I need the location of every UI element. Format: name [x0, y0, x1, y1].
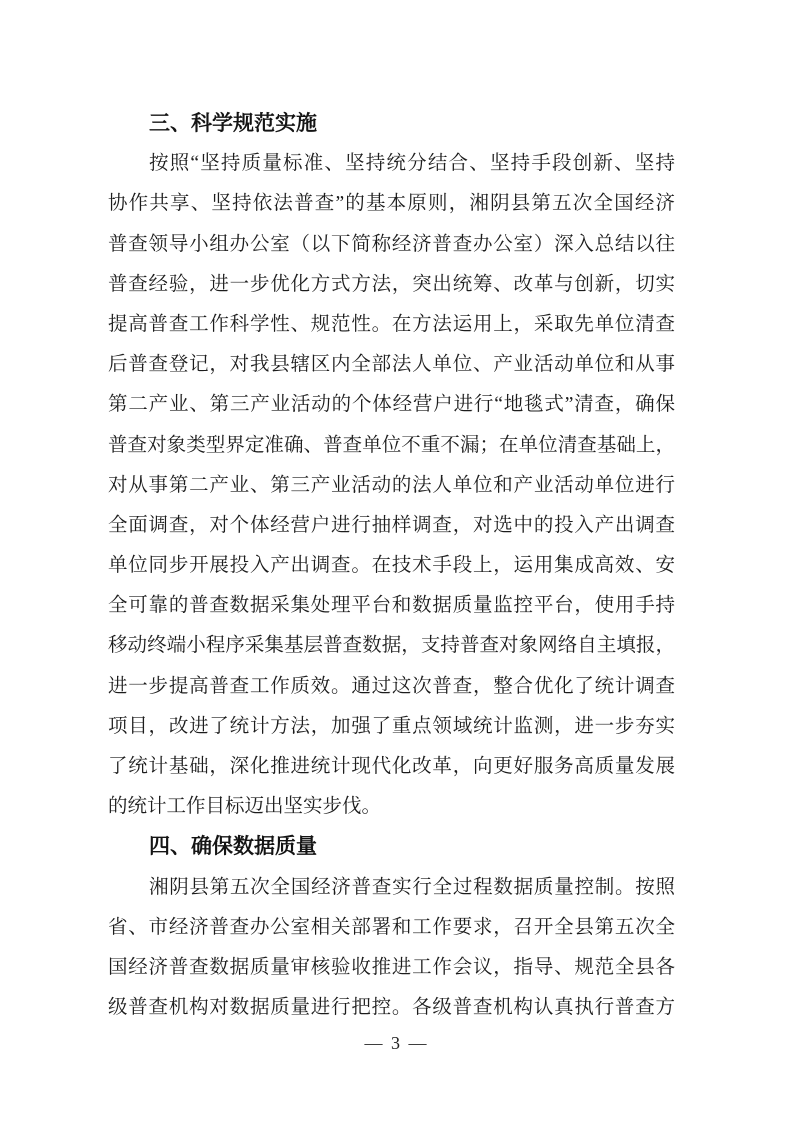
body-text-line: 的统计工作目标迈出坚实步伐。 [108, 796, 382, 818]
body-text-line: 提高普查工作科学性、规范性。在方法运用上，采取先单位清查 [108, 313, 675, 335]
body-text-line: 对从事第二产业、第三产业活动的法人单位和产业活动单位进行 [108, 474, 675, 496]
body-text-line: 进一步提高普查工作质效。通过这次普查，整合优化了统计调查 [108, 675, 675, 697]
body-text-line: 普查经验，进一步优化方式方法，突出统筹、改革与创新，切实 [108, 273, 675, 295]
section-heading: 四、确保数据质量 [149, 835, 317, 859]
body-text-line: 国经济普查数据质量审核验收推进工作会议，指导、规范全县各 [108, 956, 675, 978]
section-heading: 三、科学规范实施 [149, 112, 317, 135]
body-text-line: 全可靠的普查数据采集处理平台和数据质量监控平台，使用手持 [108, 595, 675, 617]
body-text-line: 湘阴县第五次全国经济普查实行全过程数据质量控制。按照 [149, 876, 675, 898]
body-text-line: 普查对象类型界定准确、普查单位不重不漏；在单位清查基础上， [108, 434, 675, 456]
body-text-line: 单位同步开展投入产出调查。在技术手段上，运用集成高效、安 [108, 555, 675, 577]
body-text-line: 移动终端小程序采集基层普查数据，支持普查对象网络自主填报， [108, 635, 675, 657]
body-text-line: 第二产业、第三产业活动的个体经营户进行“地毯式”清查，确保 [108, 394, 675, 416]
page-footer [0, 1028, 793, 1058]
document-body [108, 104, 675, 1028]
body-text-line: 了统计基础，深化推进统计现代化改革，向更好服务高质量发展 [108, 756, 675, 777]
body-text-line: 普查领导小组办公室（以下简称经济普查办公室）深入总结以往 [108, 233, 675, 255]
body-text-line: 按照“坚持质量标准、坚持统分结合、坚持手段创新、坚持 [149, 153, 675, 175]
body-text-line: 省、市经济普查办公室相关部署和工作要求，召开全县第五次全 [108, 916, 675, 938]
body-text-line: 级普查机构对数据质量进行把控。各级普查机构认真执行普查方 [108, 997, 675, 1019]
page-number: — 3 — [364, 1033, 429, 1053]
body-text-line: 项目，改进了统计方法，加强了重点领域统计监测，进一步夯实 [108, 715, 675, 737]
body-text-line: 全面调查，对个体经营户进行抽样调查，对选中的投入产出调查 [108, 514, 675, 536]
body-text-line: 协作共享、坚持依法普查”的基本原则，湘阴县第五次全国经济 [108, 193, 675, 215]
body-text-line: 后普查登记，对我县辖区内全部法人单位、产业活动单位和从事 [108, 354, 675, 376]
